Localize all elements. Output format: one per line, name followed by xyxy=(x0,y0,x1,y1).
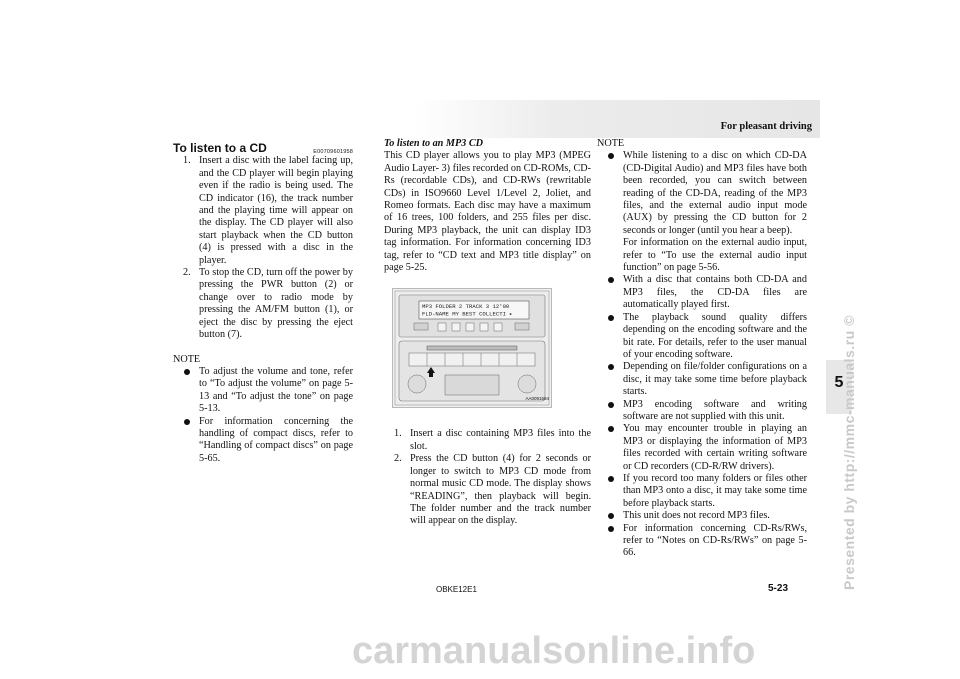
step-text: Insert a disc containing MP3 files into the slot. xyxy=(410,428,591,452)
bullet-icon xyxy=(184,419,190,425)
list-item xyxy=(173,267,353,341)
step-number: 1. xyxy=(394,428,402,440)
intro-paragraph: This CD player allows you to play MP3 (MPEG Audio Layer- 3) files recorded on CD-ROMs, CD-Rs (recordable CDs), and CD-RWs (rewritable CDs) in ISO9660 Level 1/Level 2, Joliet, and Romeo formats. Each disc may have a maximum of 16 trees, 100 folders, and 255 files per disc. During MP3 playback, the unit can display ID3 tag information. For information concerning ID3 tag, refer to “CD text and MP3 title display” on page 5-25. xyxy=(384,150,591,274)
bullet-icon xyxy=(608,364,614,370)
note-list xyxy=(173,366,353,465)
note-text: With a disc that contains both CD-DA and MP3 files, the CD-DA files are automatically played first. xyxy=(623,274,807,311)
figure-code: AA0091594 xyxy=(525,396,549,402)
list-item xyxy=(173,416,353,466)
display-line-2: FLD-NAME MY BEST COLLECTI ▸ xyxy=(422,310,513,318)
bullet-icon xyxy=(608,513,614,519)
page-number: 5-23 xyxy=(768,583,789,594)
page-header-title: For pleasant driving xyxy=(720,121,812,132)
column-1 xyxy=(173,142,353,465)
note-text: For information concerning CD-Rs/RWs, refer to “Notes on CD-Rs/RWs” on page 5-66. xyxy=(623,522,807,559)
section-heading-text: To listen to a CD xyxy=(173,141,267,155)
list-item xyxy=(597,473,807,510)
bullet-icon xyxy=(608,315,614,321)
list-item xyxy=(384,428,591,453)
display-line-1: MP3 FOLDER 2 TRACK 3 12'00 xyxy=(422,303,510,311)
cd-steps-list xyxy=(173,155,353,341)
bullet-icon xyxy=(608,476,614,482)
list-item xyxy=(597,312,807,362)
column-3 xyxy=(597,138,807,560)
list-item xyxy=(173,366,353,416)
note-text: Depending on file/folder configurations on a disc, it may take some time before playback starts. xyxy=(623,361,807,398)
list-item xyxy=(597,423,807,473)
note-text: If you record too many folders or files other than MP3 onto a disc, it may take some time before playback starts. xyxy=(623,472,807,509)
section-code: E00709601958 xyxy=(313,149,353,155)
column-2 xyxy=(384,138,591,528)
section-heading xyxy=(173,142,353,154)
list-item xyxy=(597,150,807,274)
header-band xyxy=(415,100,820,138)
note-text: MP3 encoding software and writing software are not supplied with this unit. xyxy=(623,398,807,422)
footer-code: OBKE12E1 xyxy=(436,585,477,594)
bullet-icon xyxy=(608,402,614,408)
list-item xyxy=(597,510,807,522)
note-text: This unit does not record MP3 files. xyxy=(623,510,770,522)
step-text: Insert a disc with the label facing up, and the CD player will begin playing even if the radio is being used. The CD indicator (16), the track number and the playing time will appear on the display. The CD player will also start playback when the CD button (4) is pressed with a disc in the player. xyxy=(199,155,353,266)
step-text: To stop the CD, turn off the power by pressing the PWR button (2) or change over to radio mode by pressing the AM/FM button (1), or eject the disc by pressing the eject button (7). xyxy=(199,267,353,341)
bullet-icon xyxy=(608,153,614,159)
note-title: NOTE xyxy=(173,353,201,365)
step-text: Press the CD button (4) for 2 seconds or longer to switch to MP3 CD mode from normal music CD mode. The display shows “READING”, then playback will begin. The folder number and the track number will appear on the display. xyxy=(410,453,591,527)
note-extra-text: For information on the external audio input, refer to “To use the external audio input function” on page 5-56. xyxy=(623,237,807,274)
note-text: The playback sound quality differs depending on the encoding software and the bit rate. For details, refer to the user manual of your encoding software. xyxy=(623,311,807,360)
cd-player-figure xyxy=(392,288,552,408)
note-title: NOTE xyxy=(597,138,625,149)
list-item xyxy=(597,399,807,424)
note-text: While listening to a disc on which CD-DA (CD-Digital Audio) and MP3 files have both been recorded, you can switch between reading of the CD-DA, reading of the MP3 files, and the external audio input mode (AUX) by pressing the CD button for 2 seconds or longer (until you hear a beep). xyxy=(623,150,807,236)
list-item xyxy=(173,155,353,267)
side-watermark xyxy=(841,300,859,600)
bullet-icon xyxy=(184,369,190,375)
subsection-heading: To listen to an MP3 CD xyxy=(384,138,483,149)
list-item xyxy=(597,274,807,311)
cd-player-illustration xyxy=(393,289,551,407)
bullet-icon xyxy=(608,277,614,283)
bottom-watermark: carmanualsonline.info xyxy=(352,630,756,672)
list-item xyxy=(597,361,807,398)
list-item xyxy=(597,523,807,560)
step-number: 2. xyxy=(183,267,191,279)
note-text: For information concerning the handling of compact discs, refer to “Handling of compact discs” on page 5-65. xyxy=(199,415,353,464)
bullet-icon xyxy=(608,426,614,432)
note-text: To adjust the volume and tone, refer to “To adjust the volume” on page 5-13 and “To adjust the tone” on page 5-13. xyxy=(199,365,353,415)
note-text: You may encounter trouble in playing an MP3 or displaying the information of MP3 files recorded with certain writing software or CD recorders (CD-R/RW drivers). xyxy=(623,423,807,472)
chapter-number: 5 xyxy=(834,374,844,391)
bullet-icon xyxy=(608,526,614,532)
list-item xyxy=(384,453,591,527)
side-watermark-text: Presented by http://mmc-manuals.ru © xyxy=(841,315,857,590)
note-list xyxy=(597,150,807,559)
step-number: 2. xyxy=(394,453,402,465)
mp3-steps-list xyxy=(384,428,591,527)
step-number: 1. xyxy=(183,155,191,167)
